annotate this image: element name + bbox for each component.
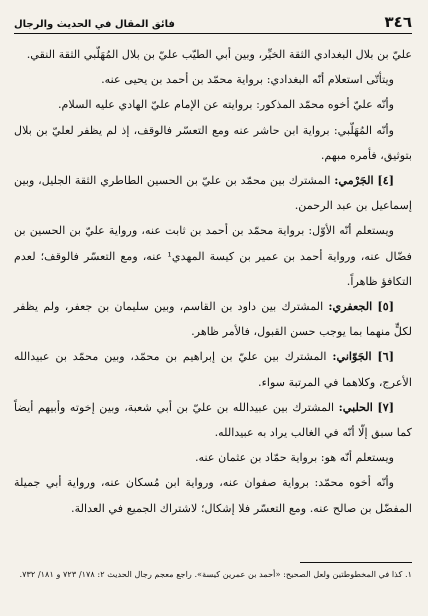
entry-number-5: [٥] — [377, 299, 394, 314]
entry-name-jawwani: الجَوّاني: — [332, 349, 372, 364]
entry-name-halabi: الحلبي: — [338, 399, 373, 414]
paragraph-2: ويتأتّى استعلام أنّه البغدادي: برواية محمّد بن أحمد بن يحيى عنه. — [101, 73, 394, 87]
page-body — [14, 42, 412, 521]
entry-5 — [14, 294, 412, 344]
footnote: ١. كذا في المخطوطتين ولعل الصحيح: «أحمد بن عمرين كيسة». راجع معجم رجال الحديث ٢: ١٧٨/ ٧٢٣ و ١٨١/ ٧٣٢. — [19, 569, 412, 579]
entry-6 — [14, 344, 412, 394]
page-header — [14, 10, 412, 34]
entry-name-jarmi: الجَرْمي: — [334, 173, 374, 188]
paragraph-6: ويستعلم أنّه الأوّل: برواية محمّد بن أحمد بن ثابت عنه، ورواية عليّ بن الحسين بن فضّال عنه، ورواية أحمد بن عمير بن كيسة المهدي¹ عنه، ومع التعسّر فالوقف؛ لعدم التكافؤ ظاهراً. — [14, 224, 412, 288]
paragraph-4: وأنّه المُهَلّبي: برواية ابن حاشر عنه ومع التعسّر فالوقف، إذ لم يظفر لعليّ بن بلال بتوثيق، فأمره مبهم. — [14, 123, 412, 162]
footnote-divider — [300, 562, 412, 563]
entry-7 — [14, 395, 412, 445]
running-title: فائق المقال في الحديث والرجال — [14, 19, 175, 30]
entry-text-7: المشترك بين عبيدالله بن عليّ بن أبي شعبة، وبين إخوته وأبيهم أيضاً كما سبق إلّا أنّه في الغالب يراد به عبيدالله. — [14, 400, 412, 440]
entry-4 — [14, 168, 412, 218]
paragraph-1: عليّ بن بلال البغدادي الثقة الخيِّر، وبين أبي الطيّب عليّ بن بلال المُهَلّبي الثقة النقي. — [26, 48, 412, 61]
entry-number-6: [٦] — [377, 349, 395, 364]
page-number: ٣٤٦ — [384, 13, 412, 31]
paragraph-11: وأنّه أخوه محمّد: برواية صفوان عنه، ورواية ابن مُسكان عنه، ورواية أبي جميلة المفضّل بن صالح عنه. ومع التعسّر فلا إشكال؛ لاشتراك الجميع في العدالة. — [14, 476, 412, 515]
paragraph-3: وأنّه عليّ أخوه محمّد المذكور: بروايته عن الإمام عليّ الهادي عليه السلام. — [57, 98, 394, 112]
entry-number-7: [٧] — [377, 399, 395, 414]
entry-name-jafari: الجعفري: — [328, 299, 373, 314]
entry-text-5: المشترك بين داود بن القاسم، وبين سليمان بن جعفر، ولم يظفر لكلٍّ منهما بما يوجب حسن القبول، فالأمر ظاهر. — [14, 300, 412, 339]
entry-number-4: [٤] — [377, 173, 394, 188]
entry-text-4: المشترك بين محمّد بن عليّ بن الحسين الطاطري الثقة الجليل، وبين إسماعيل بن عبد الرحمن. — [14, 174, 412, 213]
paragraph-10: ويستعلم أنّه هو: برواية حمّاد بن عثمان عنه. — [194, 451, 394, 465]
entry-text-6: المشترك بين عليّ بن إبراهيم بن محمّد، وبين محمّد بن عبيدالله الأعرج، وكلاهما في المرتبة سواء. — [14, 350, 412, 389]
